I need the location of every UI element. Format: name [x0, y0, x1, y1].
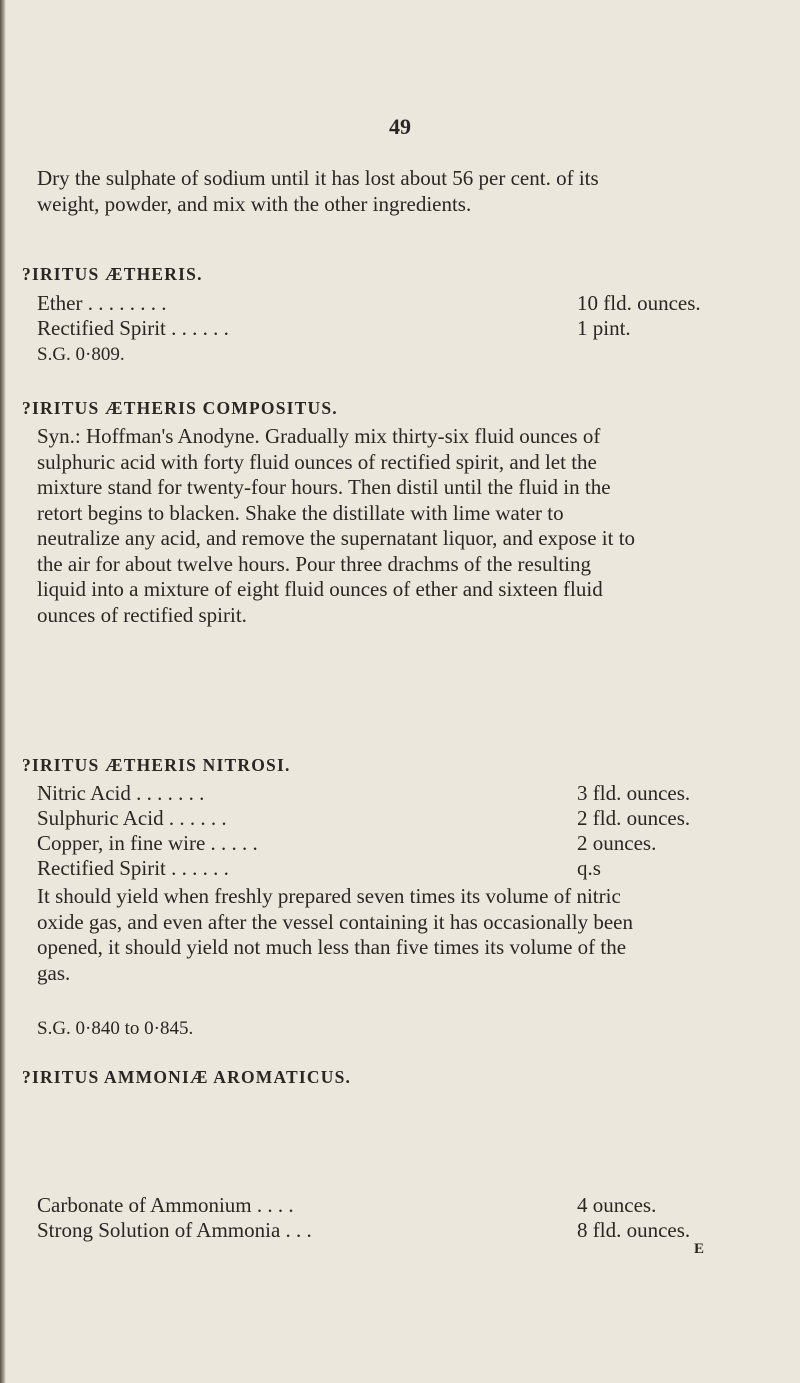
ingredient-name: Rectified Spirit . . . . . .	[37, 316, 229, 340]
ingredient-name: Copper, in fine wire . . . . .	[37, 831, 258, 855]
ingredient-quantity: 1 pint.	[577, 316, 631, 340]
ingredient-name: Nitric Acid . . . . . . .	[37, 781, 205, 805]
ingredient-quantity: q.s	[577, 856, 601, 880]
section-heading-spiritus-aetheris-nitrosi: ?IRITUS ÆTHERIS NITROSI.	[22, 755, 291, 775]
signature-mark: E	[694, 1241, 705, 1257]
page-number: 49	[389, 114, 411, 139]
ingredient-name: Ether . . . . . . . .	[37, 291, 167, 315]
ingredient-quantity: 4 ounces.	[577, 1193, 657, 1217]
specific-gravity: S.G. 0·840 to 0·845.	[37, 1018, 194, 1039]
section-paragraph: Syn.: Hoffman's Anodyne. Gradually mix thirty-six fluid ounces of sulphuric acid with forty fluid ounces of rectified spirit, and let the mixture stand for twenty-four hours. Then distil until the fluid in the retort begins to blacken. Shake the distillate with lime water to neutralize any acid, and remove the supernatant liquor, and expose it to the air for about twelve hours. Pour three drachms of the resulting liquid into a mixture of eight fluid ounces of ether and sixteen fluid ounces of rectified spirit.	[37, 424, 636, 627]
ingredient-name: Strong Solution of Ammonia . . .	[37, 1218, 312, 1242]
section-heading-spiritus-ammoniae-aromaticus: ?IRITUS AMMONIÆ AROMATICUS.	[22, 1067, 352, 1087]
ingredient-quantity: 8 fld. ounces.	[577, 1218, 691, 1242]
specific-gravity: S.G. 0·809.	[37, 344, 125, 365]
ingredient-name: Carbonate of Ammonium . . . .	[37, 1193, 294, 1217]
ingredient-name: Rectified Spirit . . . . . .	[37, 856, 229, 880]
ingredient-quantity: 3 fld. ounces.	[577, 781, 691, 805]
ingredient-quantity: 2 fld. ounces.	[577, 806, 691, 830]
section-heading-spiritus-aetheris: ?IRITUS ÆTHERIS.	[22, 264, 203, 284]
ingredient-quantity: 2 ounces.	[577, 831, 657, 855]
intro-paragraph: Dry the sulphate of sodium until it has lost about 56 per cent. of its weight, powder, and mix with the other ingredients.	[37, 166, 599, 216]
section-heading-spiritus-aetheris-compositus: ?IRITUS ÆTHERIS COMPOSITUS.	[22, 398, 338, 418]
ingredient-quantity: 10 fld. ounces.	[577, 291, 701, 315]
section-paragraph: It should yield when freshly prepared seven times its volume of nitric oxide gas, and even after the vessel containing it has occasionally been opened, it should yield not much less than five times its volume of the gas.	[37, 884, 633, 985]
page-binding-edge	[0, 0, 6, 1383]
ingredient-name: Sulphuric Acid . . . . . .	[37, 806, 227, 830]
